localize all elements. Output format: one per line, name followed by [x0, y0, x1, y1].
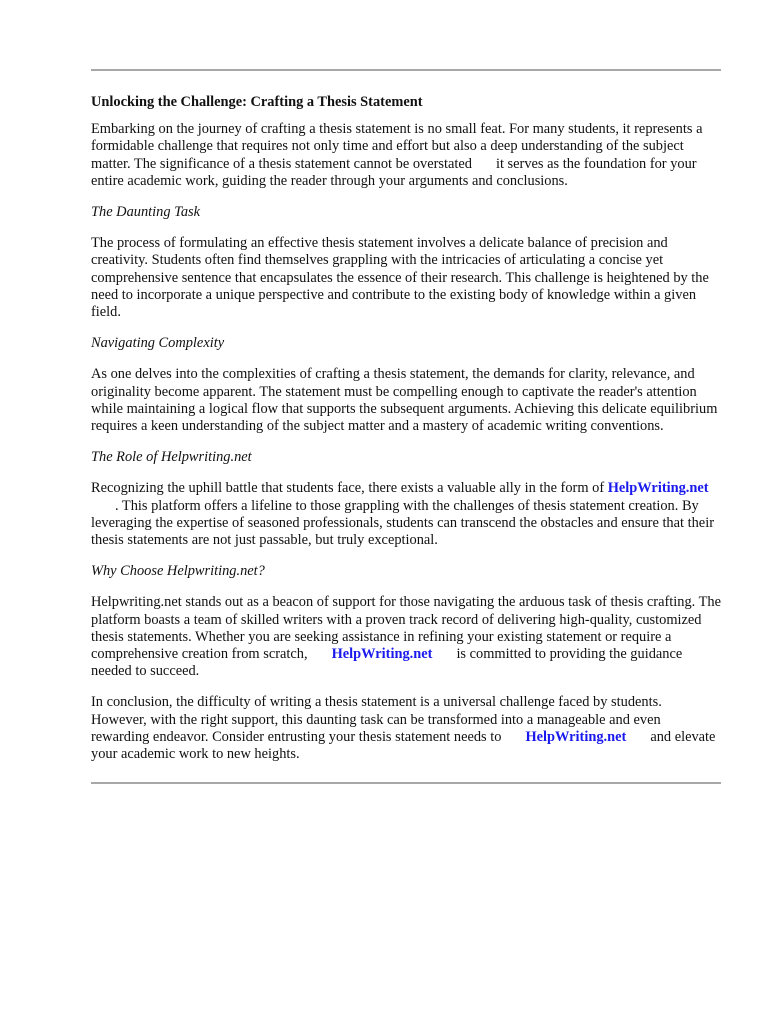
intro-text: Embarking on the journey of crafting a thesis statement is no small feat. For many students, it represents a formidable challenge that requires not only time and effort but also a deep understanding of the subject matter. The significance of a thesis statement cannot be overstated [91, 121, 703, 172]
intro-text-end: it serves as the foundation for your entire academic work, guiding the reader through your arguments and conclusions. [91, 155, 697, 189]
helpwriting-link[interactable]: HelpWriting.net [607, 480, 709, 497]
role-text-before: Recognizing the uphill battle that students face, there exists a valuable ally in the form of [91, 480, 605, 497]
why-text-before: Helpwriting.net stands out as a beacon of support for those navigating the arduous task of thesis crafting. The platform boasts a team of skilled writers with a proven track record of delivering high-quality, customized thesis statements. Whether you are seeking assistance in refining your existing statement or require a comprehensive creation from scratch, [91, 594, 721, 663]
section-body-why-choose [91, 594, 721, 680]
section-body-daunting-task: The process of formulating an effective thesis statement involves a delicate balance of precision and creativity. Students often find themselves grappling with the intricacies of articulating a concise yet comprehensive sentence that encapsulates the essence of their research. This challenge is heightened by the need to incorporate a unique perspective and contribute to the existing body of knowledge within a given field. [91, 235, 709, 321]
bottom-divider [91, 782, 721, 784]
top-divider [91, 69, 721, 71]
helpwriting-link[interactable]: HelpWriting.net [525, 728, 627, 745]
document-page [91, 69, 721, 784]
conclusion-text-before: In conclusion, the difficulty of writing a thesis statement is a universal challenge faced by students. However, with the right support, this daunting task can be transformed into a manageable and even rewarding endeavor. Consider entrusting your thesis statement needs to [91, 694, 662, 745]
intro-paragraph [91, 121, 721, 190]
section-heading-role: The Role of Helpwriting.net [91, 449, 252, 466]
role-text-after: . This platform offers a lifeline to those grappling with the challenges of thesis statement creation. By leveraging the expertise of seasoned professionals, students can transcend the obstacles and ensure that their thesis statements are not just passable, but truly exceptional. [91, 497, 714, 549]
section-body-navigating-complexity: As one delves into the complexities of crafting a thesis statement, the demands for clarity, relevance, and originality become apparent. The statement must be compelling enough to captivate the reader's attention while maintaining a logical flow that supports the subsequent arguments. Achieving this delicate equilibrium requires a keen understanding of the subject matter and a mastery of academic writing conventions. [91, 366, 718, 435]
document-title: Unlocking the Challenge: Crafting a Thesis Statement [91, 94, 423, 110]
conclusion-text-after: and elevate your academic work to new heights. [91, 728, 716, 763]
section-heading-daunting-task: The Daunting Task [91, 204, 201, 221]
section-heading-why-choose: Why Choose Helpwriting.net? [91, 563, 265, 580]
helpwriting-link[interactable]: HelpWriting.net [331, 646, 433, 663]
section-heading-navigating-complexity: Navigating Complexity [91, 335, 225, 352]
section-body-role [91, 480, 721, 549]
conclusion-paragraph [91, 694, 721, 763]
why-text-after: is committed to providing the guidance needed to succeed. [91, 646, 683, 680]
